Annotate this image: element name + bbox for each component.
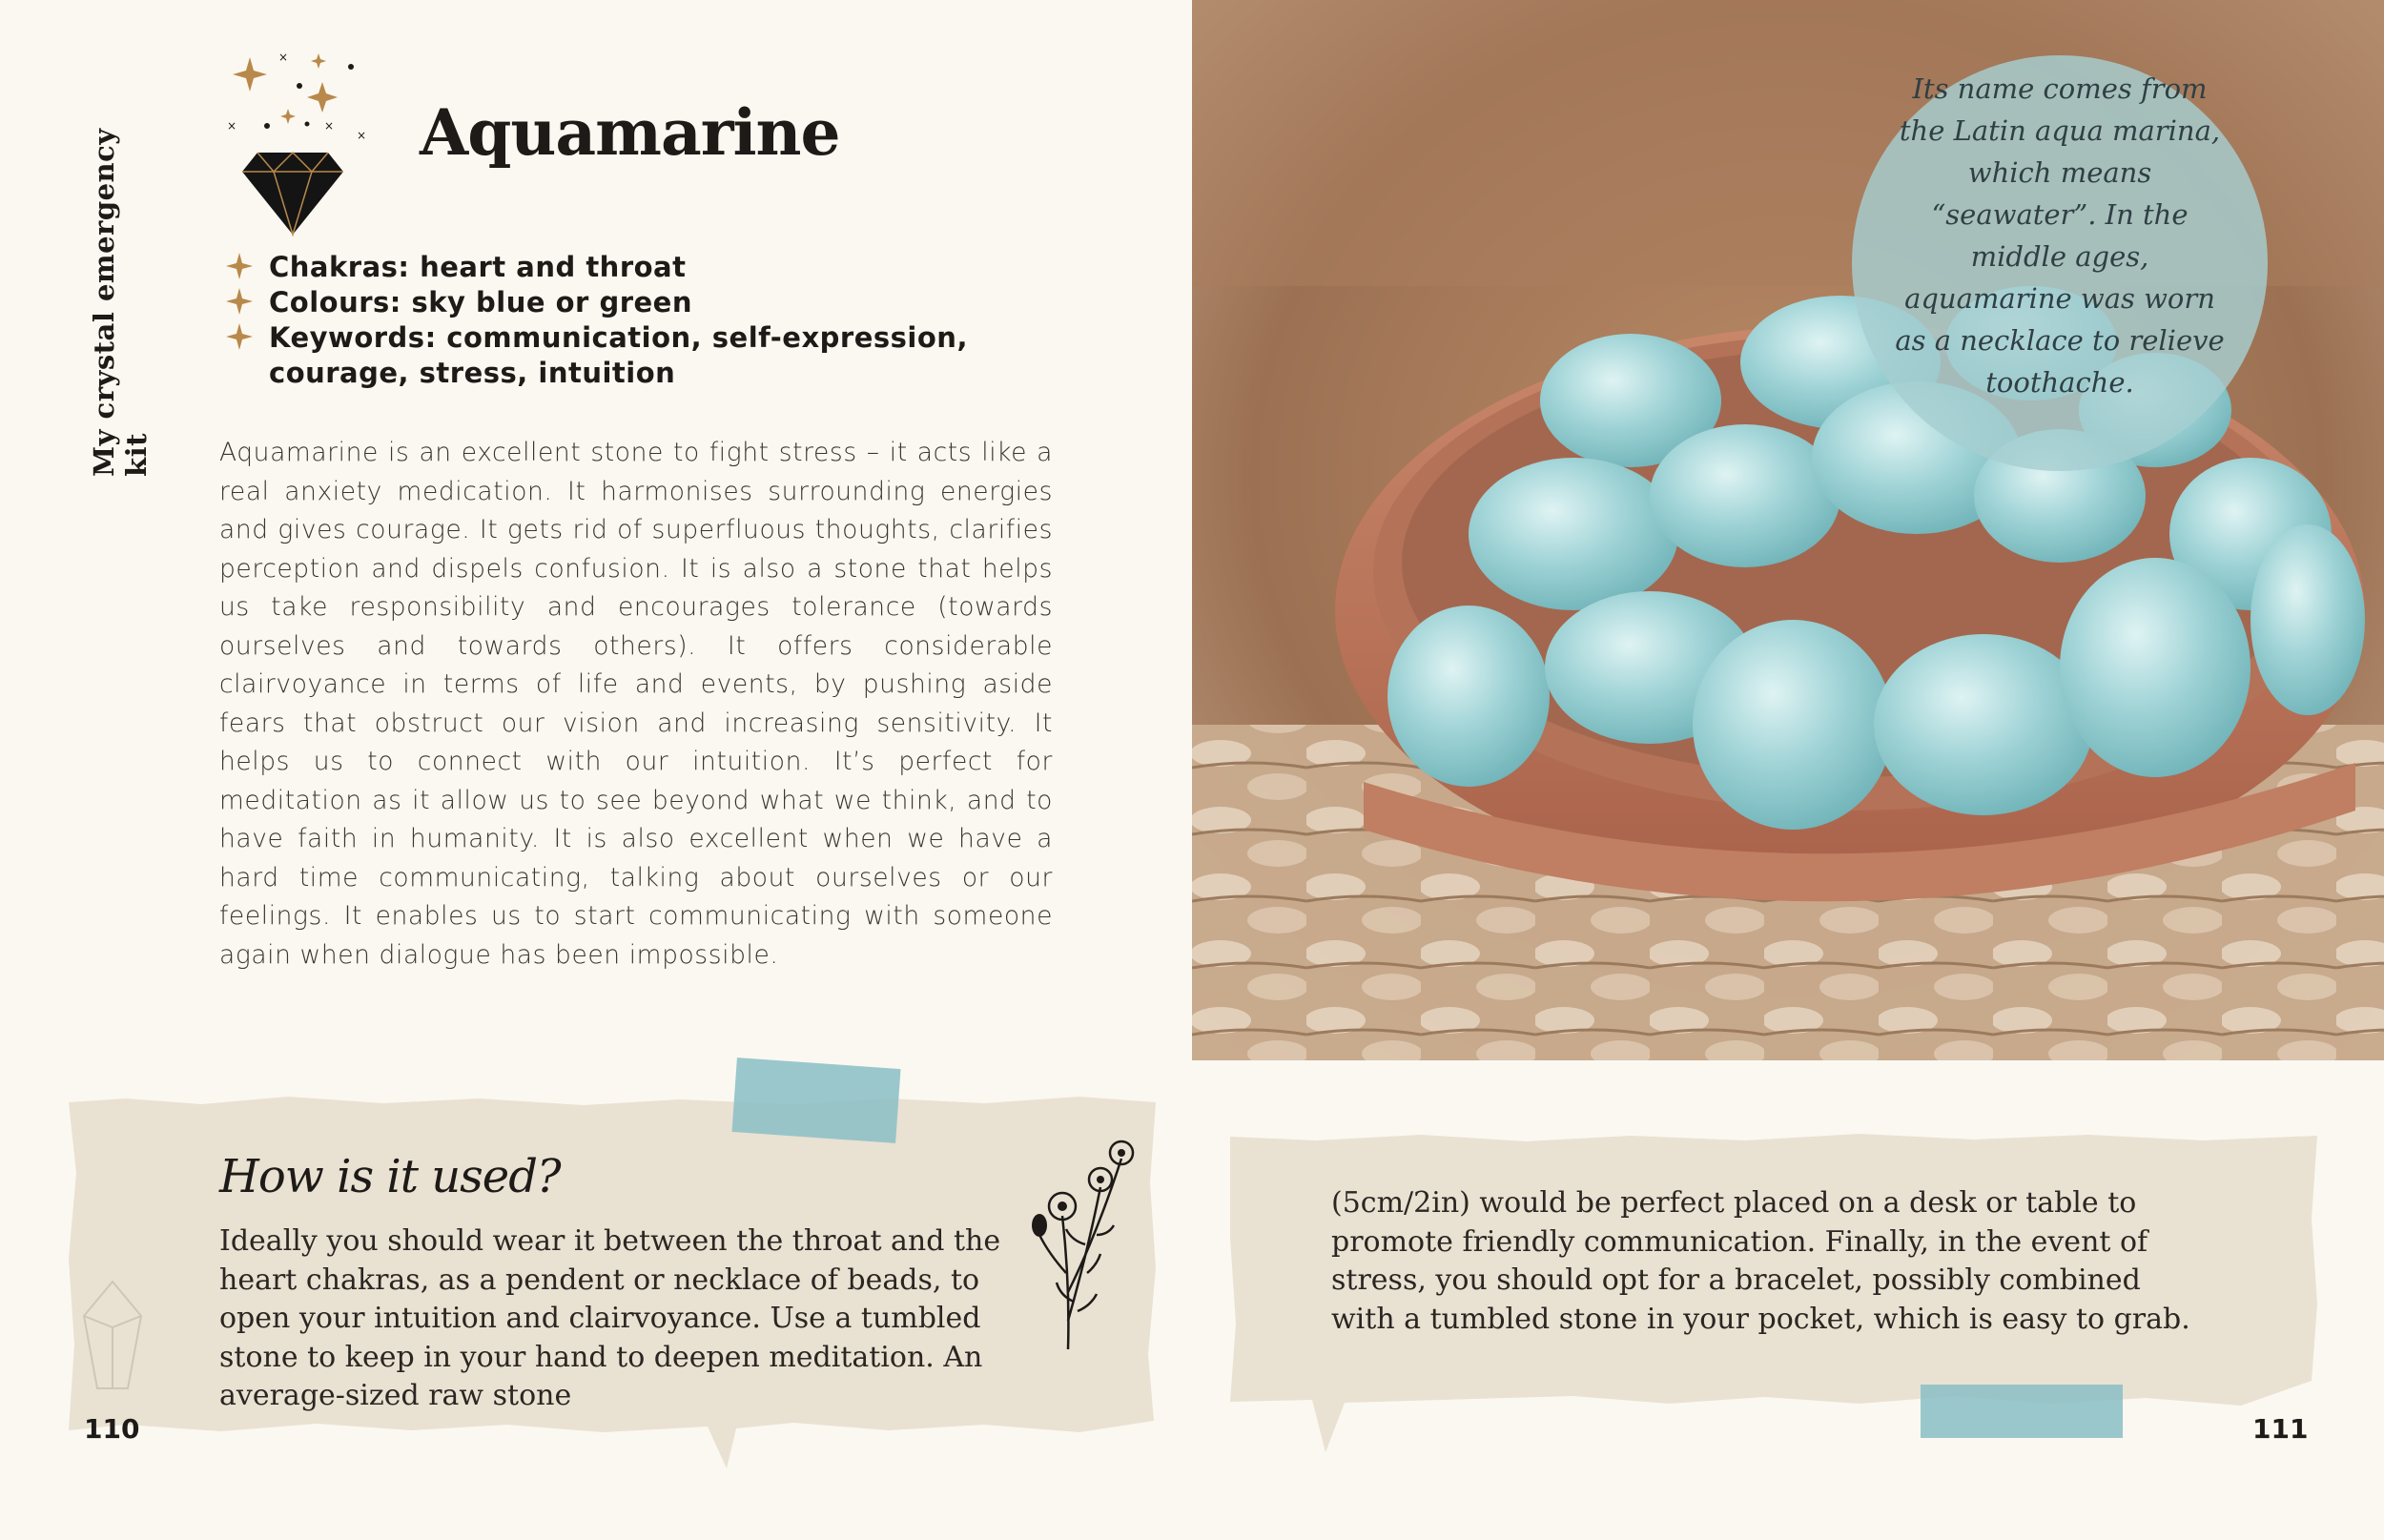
fact-bubble [1852, 55, 2268, 471]
page-number-right: 111 [2252, 1413, 2309, 1445]
star-bullet-icon [225, 287, 254, 316]
crystal-sketch-icon [78, 1278, 147, 1392]
continued-text: (5cm/2in) would be perfect placed on a desk or table to promote friendly communication. Finally, in the event of stress, you should opt for a bracelet, possibly combined with a tumbled stone in your pocket, which is easy to grab. [1331, 1186, 2190, 1336]
fact-item [225, 285, 1045, 320]
fact-text: Chakras: heart and throat [269, 251, 687, 283]
fact-item [225, 250, 1045, 285]
star-bullet-icon [225, 322, 254, 351]
page-title: Aquamarine [420, 95, 840, 170]
fact-text: Colours: sky blue or green [269, 286, 692, 318]
svg-text:×: × [278, 51, 289, 64]
flower-illustration-icon [1030, 1130, 1135, 1349]
running-head: My crystal emergency kit [88, 128, 153, 477]
facts-list [225, 250, 1045, 391]
usage-text: Ideally you should wear it between the throat and the heart chakras, as a pendent or necklace of beads, to open your intuition and clairvoyance. Use a tumbled stone to keep in your hand to deepen meditation. An average-sized raw stone [219, 1224, 1001, 1412]
washi-tape [1921, 1385, 2123, 1438]
fact-text: Keywords: communication, self-expression, courage, stress, intuition [269, 321, 968, 389]
washi-tape [731, 1057, 900, 1143]
diamond-icon [240, 124, 345, 238]
svg-text:×: × [357, 129, 367, 142]
body-paragraph: Aquamarine is an excellent stone to fight stress – it acts like a real anxiety medication. It harmonises surrounding energies and gives courage. It gets rid of superfluous thoughts, clarifies perception and dispels confusion. It is also a stone that helps us take responsibility and encourages tolerance (towards ourselves and towards others). It offers considerable clairvoyance in terms of life and events, by pushing aside fears that obstruct our vision and increasing sensitivity. It helps us to connect with our intuition. It’s perfect for meditation as it allow us to see beyond what we think, and to have faith in humanity. It is also excellent when we have a hard time communicating, talking about ourselves or our feelings. It enables us to start communicating with someone again when dialogue has been impossible. [219, 438, 1053, 970]
fact-item [225, 320, 1045, 391]
usage-heading: How is it used? [219, 1150, 561, 1203]
svg-text:×: × [324, 119, 335, 133]
svg-text:×: × [227, 119, 237, 133]
star-bullet-icon [225, 252, 254, 280]
fact-bubble-text: Its name comes from the Latin aqua marina, which means “seawater”. In the middle ages, aquamarine was worn as a necklace to relieve toothache. [1895, 72, 2225, 399]
page-number-left: 110 [84, 1413, 140, 1445]
